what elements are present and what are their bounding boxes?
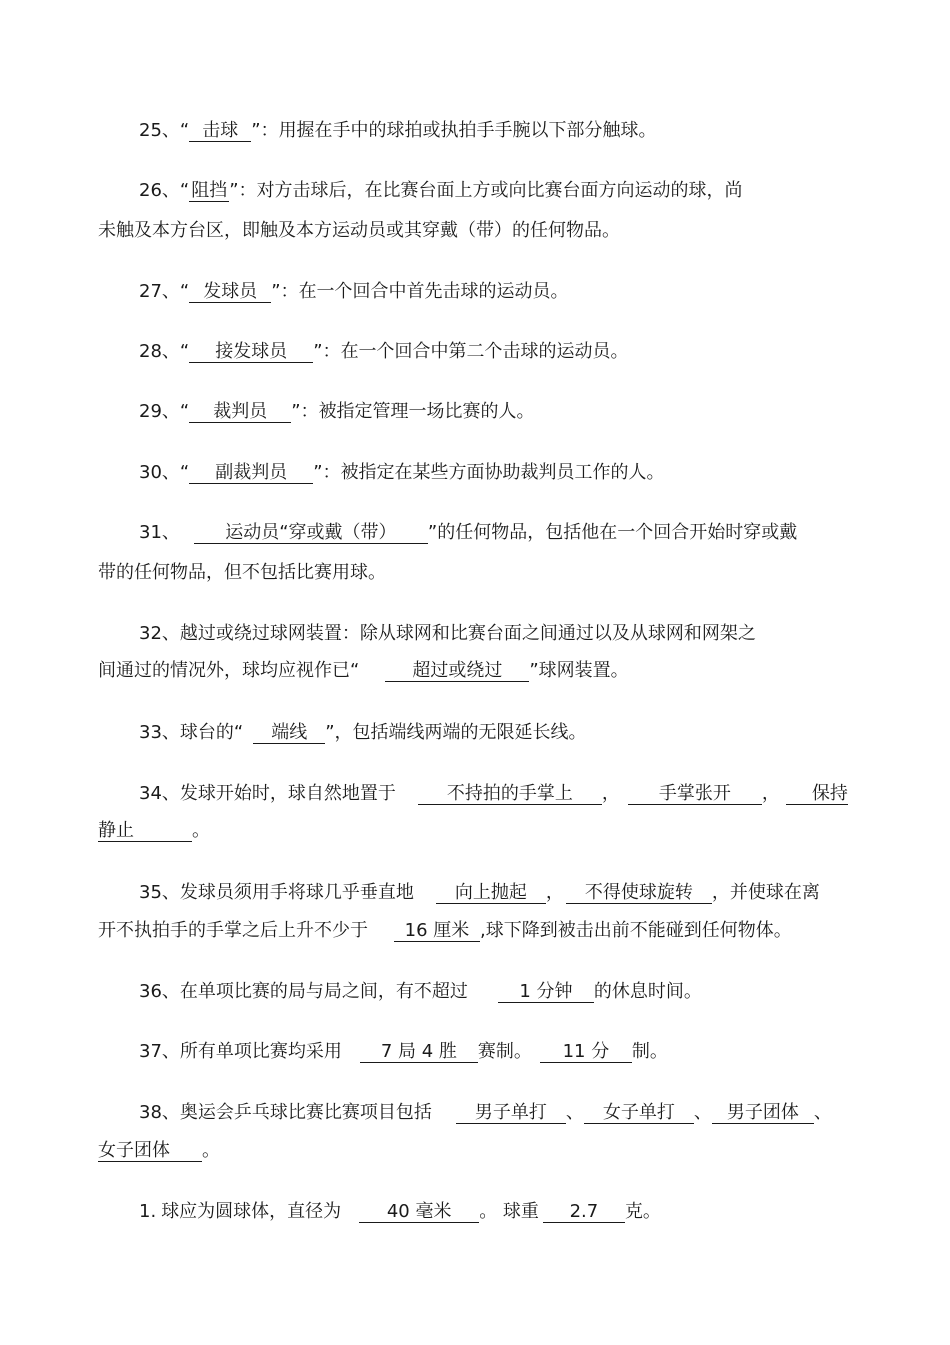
item-text: 发球员须用手将球几乎垂直地 (179, 882, 414, 903)
item-text: 的任何物品，包括他在一个回合开始时穿或戴 (437, 522, 798, 543)
item-text: 用握在手中的球拍或执拍手手腕以下部分触球。 (278, 120, 657, 141)
separator: ， (761, 783, 780, 804)
item-38 (139, 1102, 832, 1124)
answer-blank: 11 分 (540, 1042, 632, 1063)
item-text: 制。 (631, 1041, 668, 1062)
answer-blank: 接发球员 (189, 342, 313, 363)
item-number: 25、 (139, 120, 180, 141)
open-quote: “ (179, 341, 190, 362)
separator: 、 (565, 1102, 584, 1123)
answer-blank: 向上抛起 (436, 883, 546, 904)
item-number: 1. (139, 1201, 157, 1222)
item-text: 对方击球后，在比赛台面上方或向比赛台面方向运动的球，尚 (256, 180, 743, 201)
item-number: 37、 (139, 1041, 180, 1062)
close-quote: ”： (229, 180, 257, 201)
answer-blank: 不得使球旋转 (566, 883, 712, 904)
answer-blank: 手掌张开 (628, 784, 762, 805)
close-quote: ” (427, 522, 438, 543)
item-text: 。 球重 (479, 1201, 539, 1222)
item-number: 38、 (139, 1102, 180, 1123)
item-34 (139, 783, 848, 805)
answer-blank: 40 毫米 (359, 1202, 479, 1223)
open-quote: “ (179, 401, 190, 422)
answer-blank: 2.7 (543, 1202, 625, 1223)
item-number: 28、 (139, 341, 180, 362)
separator: ， (545, 882, 564, 903)
close-quote: ”： (313, 341, 341, 362)
item-35-continuation (98, 920, 792, 942)
item-31-continuation (98, 562, 386, 584)
close-quote: ”： (291, 401, 319, 422)
item-31 (139, 522, 797, 544)
item-text: ”球网装置。 (529, 660, 629, 681)
answer-blank: 16 厘米 (394, 921, 480, 942)
item-text: 间通过的情况外，球均应视作已“ (98, 660, 360, 681)
item-38-continuation (98, 1140, 220, 1162)
separator: 。 (202, 1140, 220, 1161)
answer-blank: 女子单打 (584, 1103, 694, 1124)
item-36 (139, 981, 702, 1003)
item-number: 26、 (139, 180, 180, 201)
answer-blank: 保持 (786, 784, 848, 805)
item-number: 34、 (139, 783, 180, 804)
item-text: 赛制。 (477, 1041, 532, 1062)
item-text: 在一个回合中第二个击球的运动员。 (340, 341, 629, 362)
item-text: 未触及本方台区，即触及本方运动员或其穿戴（带）的任何物品。 (98, 220, 620, 241)
item-text: ”，包括端线两端的无限延长线。 (325, 722, 587, 743)
item-number: 31、 (139, 522, 180, 543)
item-29 (139, 401, 535, 423)
separator: ， (601, 783, 620, 804)
item-26 (139, 180, 743, 202)
answer-blank: 静止 (98, 821, 192, 842)
answer-blank: 男子单打 (456, 1103, 566, 1124)
item-25 (139, 120, 657, 142)
item-32 (139, 623, 756, 645)
open-quote: “ (179, 281, 190, 302)
item-number: 30、 (139, 462, 180, 483)
item-text: 球台的“ (179, 722, 244, 743)
answer-blank: 女子团体 (98, 1141, 202, 1162)
item-text: 的休息时间。 (593, 981, 702, 1002)
close-quote: ”： (271, 281, 299, 302)
answer-blank: 超过或绕过 (385, 661, 529, 682)
answer-blank: 运动员“穿或戴（带） (194, 523, 428, 544)
answer-blank: 发球员 (189, 282, 271, 303)
close-quote: ”： (251, 120, 279, 141)
separator: 、 (693, 1102, 712, 1123)
answer-blank: 裁判员 (189, 402, 291, 423)
item-30 (139, 462, 665, 484)
item-text: 克。 (624, 1201, 661, 1222)
item-text: 在单项比赛的局与局之间，有不超过 (179, 981, 468, 1002)
item-number: 29、 (139, 401, 180, 422)
open-quote: “ (179, 120, 190, 141)
open-quote: “ (179, 462, 190, 483)
item-35 (139, 882, 820, 904)
open-quote: “ (179, 180, 190, 201)
answer-blank: 1 分钟 (498, 982, 594, 1003)
item-text: 发球开始时，球自然地置于 (179, 783, 396, 804)
item-26-continuation (98, 220, 620, 242)
item-32-continuation (98, 660, 629, 682)
item-37 (139, 1041, 668, 1063)
answer-blank: 端线 (253, 723, 325, 744)
separator: 。 (192, 820, 210, 841)
item-34-continuation (98, 820, 210, 842)
answer-blank: 不持拍的手掌上 (418, 784, 602, 805)
answer-blank: 7 局 4 胜 (360, 1042, 478, 1063)
item-text: 在一个回合中首先击球的运动员。 (298, 281, 569, 302)
answer-blank: 击球 (189, 121, 251, 142)
item-text: 被指定在某些方面协助裁判员工作的人。 (340, 462, 665, 483)
close-quote: ”： (313, 462, 341, 483)
separator: 、 (813, 1102, 832, 1123)
item-number: 27、 (139, 281, 180, 302)
item-number: 33、 (139, 722, 180, 743)
item-number: 36、 (139, 981, 180, 1002)
item-text: 开不执拍手的手掌之后上升不少于 (98, 920, 368, 941)
item-text: 带的任何物品，但不包括比赛用球。 (98, 562, 386, 583)
item-33 (139, 722, 587, 744)
item-text: 被指定管理一场比赛的人。 (318, 401, 535, 422)
answer-blank: 阻挡 (191, 180, 228, 201)
answer-blank: 男子团体 (712, 1103, 814, 1124)
answer-blank: 副裁判员 (189, 463, 313, 484)
item-text: ,球下降到被击出前不能碰到任何物体。 (480, 920, 792, 941)
item-text: 球应为圆球体，直径为 (161, 1201, 342, 1222)
item-1 (139, 1201, 661, 1223)
item-number: 32、 (139, 623, 180, 644)
item-text: 所有单项比赛均采用 (179, 1041, 342, 1062)
item-text: ，并使球在离 (711, 882, 820, 903)
item-27 (139, 281, 569, 303)
item-text: 越过或绕过球网装置：除从球网和比赛台面之间通过以及从球网和网架之 (179, 623, 756, 644)
item-number: 35、 (139, 882, 180, 903)
item-text: 奥运会乒乓球比赛比赛项目包括 (179, 1102, 432, 1123)
item-28 (139, 341, 629, 363)
